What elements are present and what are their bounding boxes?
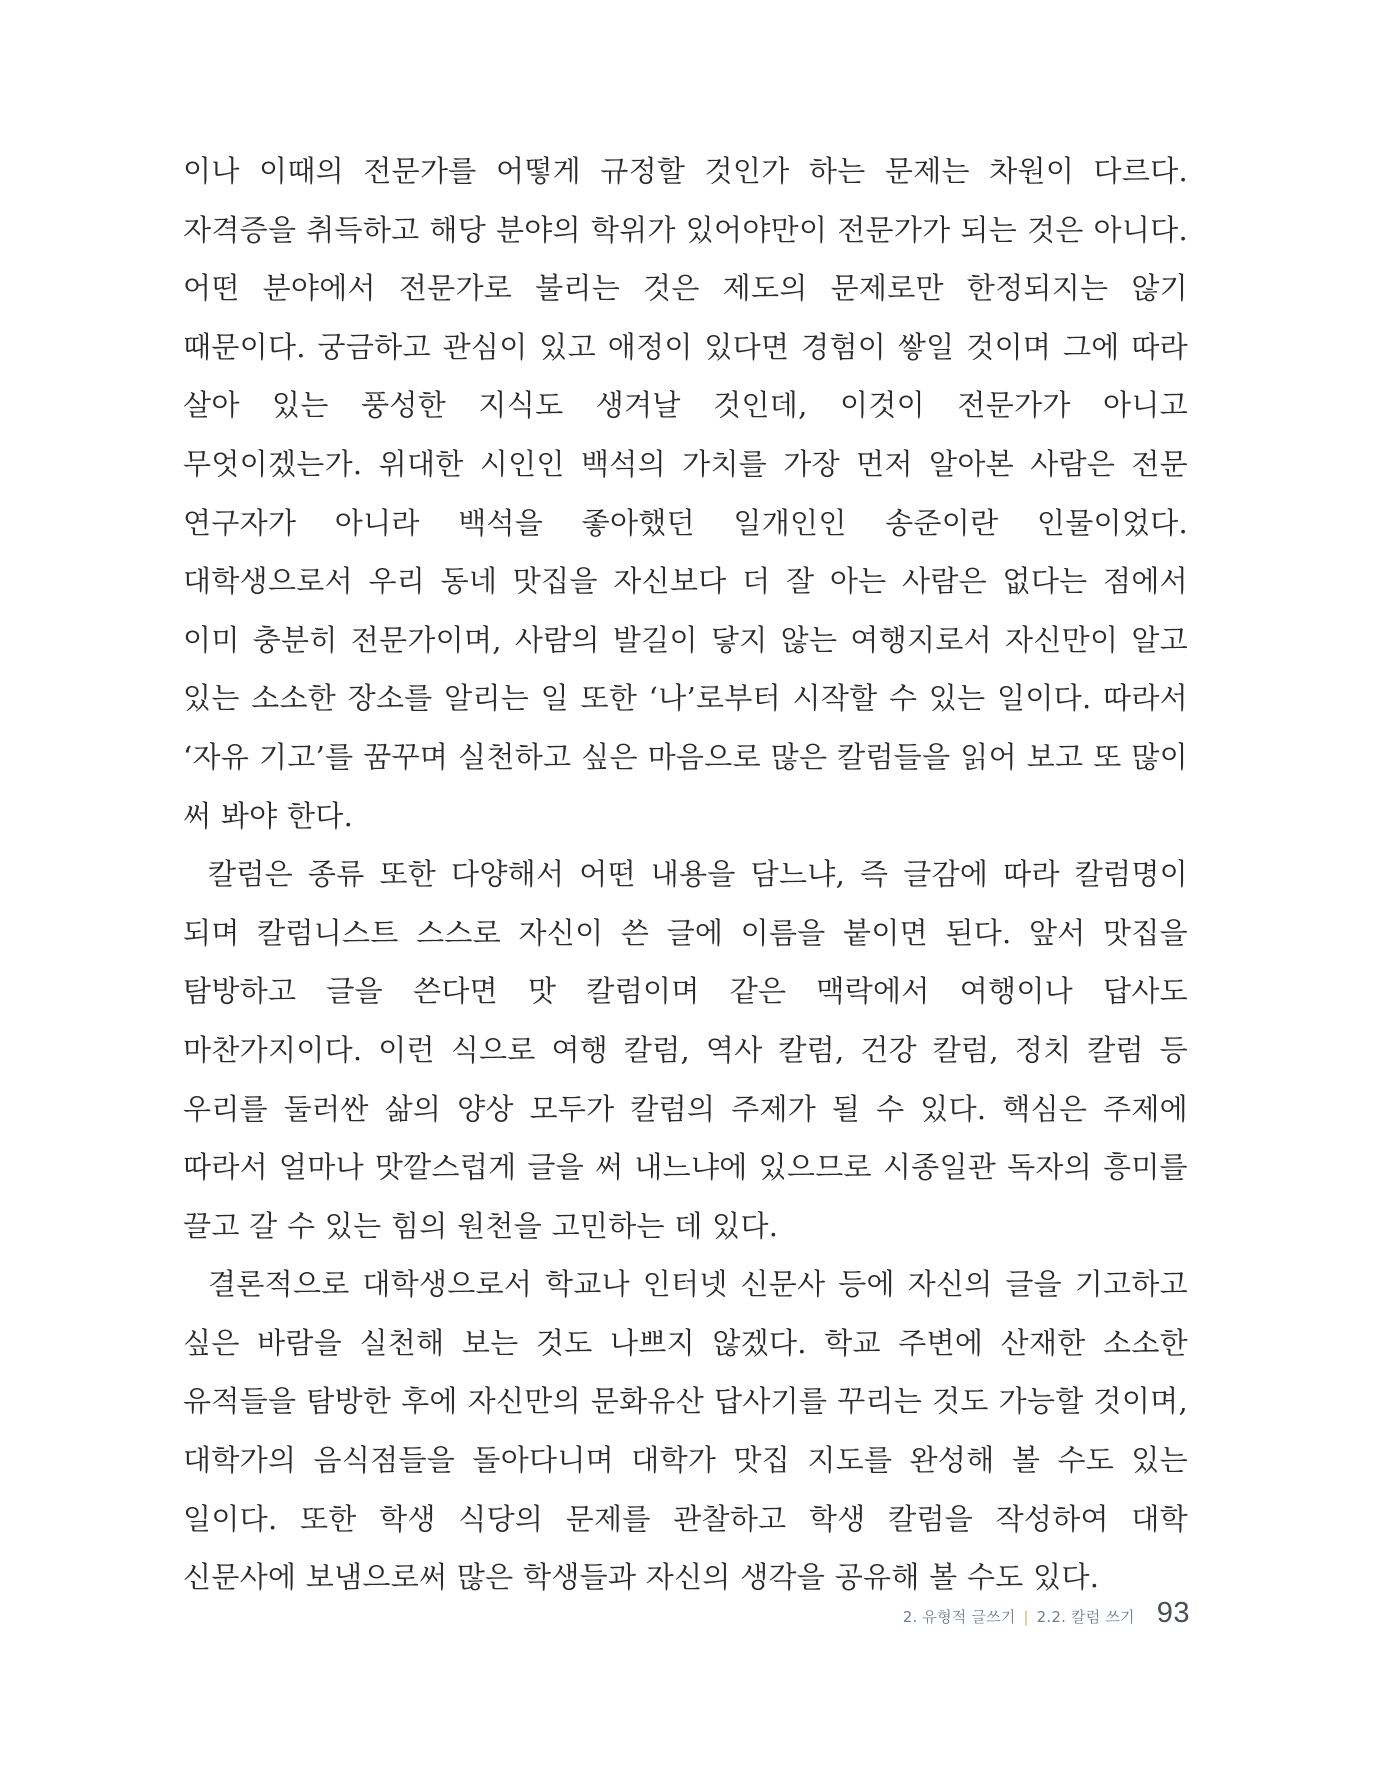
paragraph-2: 칼럼은 종류 또한 다양해서 어떤 내용을 담느냐, 즉 글감에 따라 칼럼명이 되며 칼럼니스트 스스로 자신이 쓴 글에 이름을 붙이면 된다. 앞서 맛집을 탐방하고 글을 쓴다면 맛 칼럼이며 같은 맥락에서 여행이나 답사도 마찬가지이다. 이런 식으로 여행 칼럼, 역사 칼럼, 건강 칼럼, 정치 칼럼 등 우리를 둘러싼 삶의 양상 모두가 칼럼의 주제가 될 수 있다. 핵심은 주제에 따라서 얼마나 맛깔스럽게 글을 써 내느냐에 있으므로 시종일관 독자의 흥미를 끌고 갈 수 있는 힘의 원천을 고민하는 데 있다. [183, 857, 1188, 1243]
page-footer [903, 1597, 1190, 1630]
paragraph-1: 이나 이때의 전문가를 어떻게 규정할 것인가 하는 문제는 차원이 다르다. 자격증을 취득하고 해당 분야의 학위가 있어야만이 전문가가 되는 것은 아니다. 어떤 분야에서 전문가로 불리는 것은 제도의 문제로만 한정되지는 않기 때문이다. 궁금하고 관심이 있고 애정이 있다면 경험이 쌓일 것이며 그에 따라 살아 있는 풍성한 지식도 생겨날 것인데, 이것이 전문가가 아니고 무엇이겠는가. 위대한 시인인 백석의 가치를 가장 먼저 알아본 사람은 전문 연구자가 아니라 백석을 좋아했던 일개인인 송준이란 인물이었다. 대학생으로서 우리 동네 맛집을 자신보다 더 잘 아는 사람은 없다는 점에서 이미 충분히 전문가이며, 사람의 발길이 닿지 않는 여행지로서 자신만이 알고 있는 소소한 장소를 알리는 일 또한 ‘나’로부터 시작할 수 있는 일이다. 따라서 ‘자유 기고’를 꿈꾸며 실천하고 싶은 마음으로 많은 칼럼들을 읽어 보고 또 많이 써 봐야 한다. [183, 154, 1188, 833]
footer-section: 2.2. 칼럼 쓰기 [1036, 1608, 1135, 1626]
page-number: 93 [1156, 1597, 1190, 1629]
footer-chapter: 2. 유형적 글쓰기 [902, 1608, 1016, 1626]
paragraph-3: 결론적으로 대학생으로서 학교나 인터넷 신문사 등에 자신의 글을 기고하고 싶은 바람을 실천해 보는 것도 나쁘지 않겠다. 학교 주변에 산재한 소소한 유적들을 탐방한 후에 자신만의 문화유산 답사기를 꾸리는 것도 가능할 것이며, 대학가의 음식점들을 돌아다니며 대학가 맛집 지도를 완성해 볼 수도 있는 일이다. 또한 학생 식당의 문제를 관찰하고 학생 칼럼을 작성하여 대학 신문사에 보냄으로써 많은 학생들과 자신의 생각을 공유해 볼 수도 있다. [183, 1267, 1188, 1595]
footer-separator: | [1023, 1608, 1029, 1626]
body-text [183, 142, 1188, 1607]
